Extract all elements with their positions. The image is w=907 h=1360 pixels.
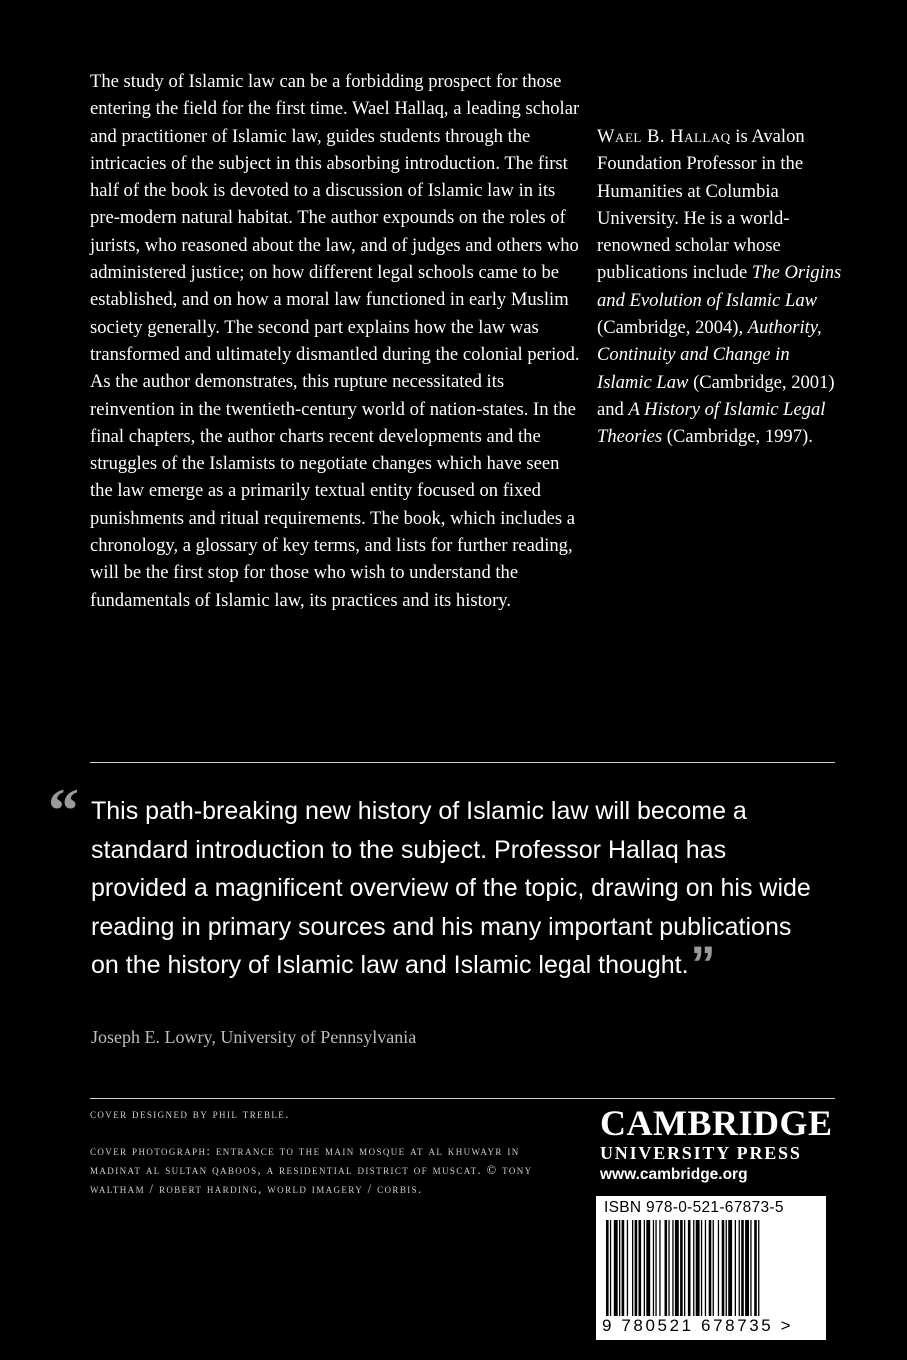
publisher-name: CAMBRIDGE: [600, 1103, 833, 1143]
author-bio-intro: is Avalon Foundation Professor in the Humanities at Columbia University. He is a world-renowned scholar whose publications include: [597, 126, 805, 284]
cover-credits: [90, 1105, 550, 1199]
book-description: The study of Islamic law can be a forbidding prospect for those entering the field for the first time. Wael Hallaq, a leading scholar and practitioner of Islamic law, guides students through the intricacies of the subject in this absorbing introduction. The first half of the book is devoted to a discussion of Islamic law in its pre-modern natural habitat. The author expounds on the roles of jurists, who reasoned about the law, and of judges and others who administered justice; on how different legal schools came to be established, and on how a moral law functioned in early Muslim society generally. The second part explains how the law was transformed and ultimately dismantled during the colonial period. As the author demonstrates, this rupture necessitated its reinvention in the twentieth-century world of nation-states. In the final chapters, the author charts recent developments and the struggles of the Islamists to negotiate changes which have seen the law emerge as a primarily textual entity focused on fixed punishments and ritual requirements. The book, which includes a chronology, a glossary of key terms, and lists for further reading, will be the first stop for those who wish to understand the fundamentals of Islamic law, its practices and its history.: [90, 71, 580, 611]
book-title-1: The Origins and Evolution of Islamic Law: [597, 262, 842, 311]
isbn-label: ISBN 978-0-521-67873-5: [604, 1199, 784, 1216]
endorsement-attribution: Joseph E. Lowry, University of Pennsylvania: [91, 1027, 417, 1047]
divider-bottom: [90, 1098, 835, 1099]
book-pub-1: (Cambridge, 2004),: [597, 317, 748, 339]
publisher-url: www.cambridge.org: [600, 1166, 748, 1183]
endorsement-text: This path-breaking new history of Islamic law will become a standard introduction to the subject. Professor Hallaq has provided a magnificent overview of the topic, drawing on his wide reading in primary sources and his many important publications on the history of Islamic law and Islamic legal thought.: [91, 797, 811, 979]
endorsement-quote: [91, 792, 811, 992]
divider-top: [90, 762, 835, 763]
designer-credit: cover designed by phil treble.: [90, 1107, 290, 1121]
barcode-number: 9 780521 678735 >: [602, 1316, 794, 1335]
book-pub-2: (Cambridge, 2001) and: [597, 371, 835, 420]
author-bio: [597, 123, 847, 451]
book-pub-3: (Cambridge, 1997).: [662, 426, 813, 448]
barcode: [596, 1196, 826, 1340]
book-title-3: A History of Islamic Legal Theories: [597, 398, 826, 448]
book-title-2: Authority, Continuity and Change in Islamic Law: [597, 317, 822, 393]
author-name: Wael B. Hallaq: [597, 126, 731, 147]
barcode-bars: [604, 1220, 818, 1316]
close-quote-mark: ”: [690, 936, 716, 992]
photo-credit: cover photograph: entrance to the main mosque at al khuwayr in madinat al sultan qaboos, a residential district of muscat. © tony waltham / robert harding, world imagery / corbis.: [90, 1144, 533, 1196]
publisher-logo: [600, 1103, 833, 1185]
publisher-subtitle: UNIVERSITY PRESS: [600, 1143, 802, 1163]
open-quote-mark: “: [48, 777, 79, 845]
